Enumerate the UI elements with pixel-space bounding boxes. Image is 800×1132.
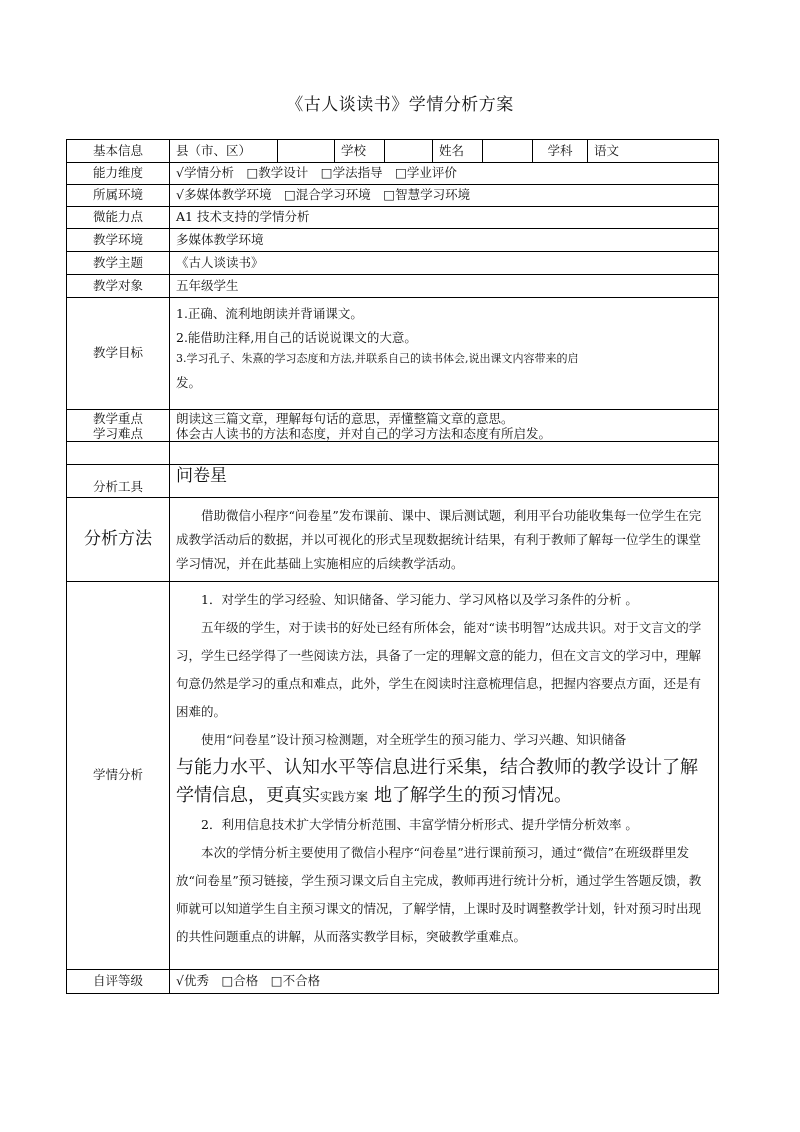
- subject-value: 语文: [588, 140, 719, 163]
- label-difficulty: 学习难点: [92, 425, 143, 441]
- analysis-paragraph-2b: [176, 754, 712, 811]
- target-value: 五年级学生: [170, 275, 719, 298]
- row-target: [67, 275, 719, 298]
- theme-value: 《古人谈读书》: [170, 252, 719, 275]
- goals-list: [170, 298, 719, 410]
- blank-value: [170, 442, 719, 465]
- label-teach-env: 教学环境: [67, 229, 170, 252]
- row-tool: [67, 465, 719, 498]
- row-rating: [67, 970, 719, 994]
- name-value[interactable]: [483, 140, 533, 163]
- label-tool: 分析工具: [67, 465, 170, 498]
- label-key-points: [67, 410, 170, 442]
- row-theme: [67, 252, 719, 275]
- label-target: 教学对象: [67, 275, 170, 298]
- analysis-text-large: 与能力水平、认知水平等信息进行采集，结合教师的教学设计了解学情信息，更真实: [176, 757, 698, 806]
- difficulty-value: 体会古人读书的方法和态度，并对自己的学习方法和态度有所启发。: [176, 425, 552, 441]
- label-goals: 教学目标: [67, 298, 170, 410]
- label-key-point: 教学重点: [92, 410, 143, 426]
- method-value: 借助微信小程序“问卷星”发布课前、课中、课后测试题，利用平台功能收集每一位学生在完成教学活动后的数据，并以可视化的形式呈现数据统计结果，有利于教师了解每一位学生的课堂学习情况，并在此基础上实施相应的后续教学活动。: [170, 498, 719, 582]
- school-value[interactable]: [385, 140, 433, 163]
- goal-item: 3.学习孔子、朱熹的学习态度和方法,并联系自己的读书体会,说出课文内容带来的启: [176, 352, 579, 365]
- document-title: 《古人谈读书》学情分析方案: [286, 95, 514, 115]
- analysis-form-table: [66, 139, 719, 994]
- analysis-paragraph-1: 五年级的学生，对于读书的好处已经有所体会，能对“读书明智”达成共识。对于文言文的学习，学生已经学得了一些阅读方法，具备了一定的理解文意的能力，但在文言文的学习中，理解句意仍然是学习的重点和难点，此外，学生在阅读时注意梳理信息，把握内容要点方面，还是有困难的。: [176, 620, 702, 719]
- row-teach-env: [67, 229, 719, 252]
- label-env-type: 所属环境: [67, 185, 170, 207]
- tool-value: 问卷星: [170, 465, 719, 498]
- county-cell: 县（市、区）: [170, 140, 278, 163]
- teach-env-value: 多媒体教学环境: [170, 229, 719, 252]
- county-value[interactable]: [278, 140, 335, 163]
- subject-label: 学科: [533, 140, 588, 163]
- label-theme: 教学主题: [67, 252, 170, 275]
- rating-options[interactable]: √优秀 □合格 □不合格: [170, 970, 719, 994]
- row-method: [67, 498, 719, 582]
- key-point-value: 朗读这三篇文章，理解每句话的意思，弄懂整篇文章的意思。: [176, 410, 514, 426]
- analysis-heading-2: 2．利用信息技术扩大学情分析范围、丰富学情分析形式、提升学情分析效率 。: [201, 817, 638, 832]
- ability-options[interactable]: √学情分析 □教学设计 □学法指导 □学业评价: [170, 163, 719, 185]
- row-basic-info: [67, 140, 719, 163]
- analysis-paragraph-2a: 使用“问卷星”设计预习检测题，对全班学生的预习能力、学习兴趣、知识储备: [201, 732, 627, 747]
- name-label: 姓名: [433, 140, 483, 163]
- analysis-paragraph-3: 本次的学情分析主要使用了微信小程序“问卷星”进行课前预习，通过“微信”在班级群里发放“问卷星”预习链接，学生预习课文后自主完成，教师再进行统计分析，通过学生答题反馈，教师就可以知道学生自主预习课文的情况，了解学情，上课时及时调整教学计划，针对预习时出现的共性问题重点的讲解，从而落实教学目标，突破教学重难点。: [176, 845, 702, 944]
- goal-item: 1.正确、流利地朗读并背诵课文。: [176, 306, 363, 321]
- label-rating: 自评等级: [67, 970, 170, 994]
- row-key-points: [67, 410, 719, 442]
- blank-label: [67, 442, 170, 465]
- row-ability: [67, 163, 719, 185]
- label-method: 分析方法: [67, 498, 170, 582]
- school-label: 学校: [335, 140, 385, 163]
- label-micro: 微能力点: [67, 207, 170, 229]
- analysis-text-large-end: 地了解学生的预习情况。: [374, 785, 573, 806]
- row-blank: [67, 442, 719, 465]
- label-analysis: 学情分析: [67, 582, 170, 970]
- label-basic-info: 基本信息: [67, 140, 170, 163]
- row-micro: [67, 207, 719, 229]
- analysis-heading-1: 1．对学生的学习经验、知识储备、学习能力、学习风格以及学习条件的分析 。: [201, 592, 638, 607]
- key-points-values: [170, 410, 719, 442]
- row-analysis: [67, 582, 719, 970]
- env-type-options[interactable]: √多媒体教学环境 □混合学习环境 □智慧学习环境: [170, 185, 719, 207]
- row-goals: [67, 298, 719, 410]
- goal-item: 发。: [176, 375, 202, 390]
- label-ability: 能力维度: [67, 163, 170, 185]
- row-env-type: [67, 185, 719, 207]
- goal-item: 2.能借助注释,用自己的话说说课文的大意。: [176, 330, 417, 345]
- analysis-text-small: 实践方案: [320, 790, 369, 804]
- analysis-content: [170, 582, 719, 970]
- micro-value: A1 技术支持的学情分析: [170, 207, 719, 229]
